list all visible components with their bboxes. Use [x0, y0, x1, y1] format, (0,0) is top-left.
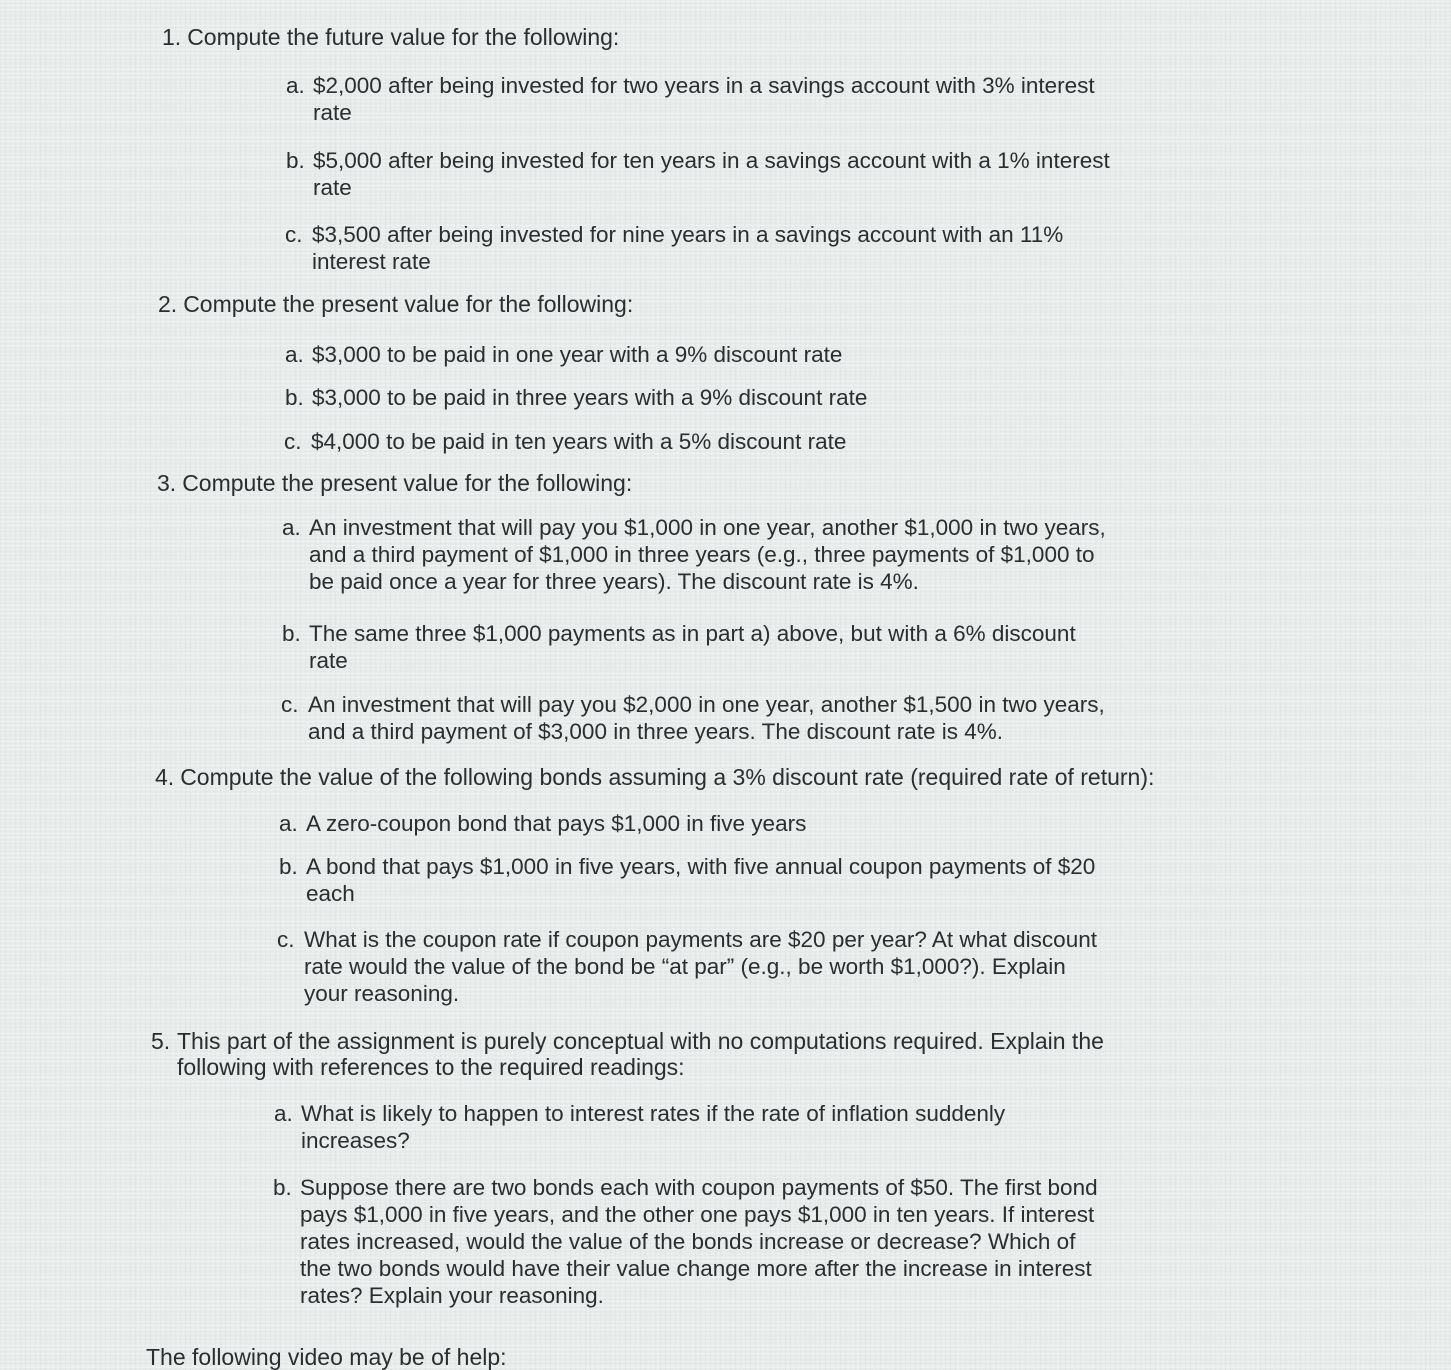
- question-4: [155, 764, 1154, 790]
- question-5: [151, 1028, 1196, 1080]
- item-text: What is the coupon rate if coupon payments are $20 per year? At what discount rate would the value of the bond be “at par” (e.g., be worth $1,000?). Explain your reasoning.: [304, 927, 1097, 1006]
- question-3a: [282, 514, 1124, 595]
- question-1b: [286, 147, 1133, 201]
- item-letter: b.: [285, 385, 304, 410]
- item-text: $3,500 after being invested for nine years in a savings account with an 11% interest rate: [312, 222, 1064, 274]
- question-number: 4.: [155, 764, 175, 790]
- question-3b: [282, 620, 1099, 674]
- item-letter: a.: [274, 1101, 293, 1126]
- item-letter: b.: [282, 621, 301, 646]
- item-text: Suppose there are two bonds each with coupon payments of $50. The first bond pays $1,000 in five years, and the other one pays $1,000 in ten years. If interest rates increased, would the value of the bonds increase or decrease? Which of the two bonds would have their value change more after the increase in interest rates? Explain your reasoning.: [300, 1175, 1098, 1308]
- item-text: $3,000 to be paid in three years with a 9% discount rate: [312, 385, 868, 410]
- question-4b: [279, 853, 1116, 907]
- question-prompt: Compute the present value for the following:: [183, 291, 634, 317]
- question-number: 5.: [151, 1028, 171, 1054]
- question-1: [162, 24, 619, 50]
- question-number: 1.: [162, 24, 182, 50]
- question-2c: [284, 428, 1211, 455]
- item-text: An investment that will pay you $1,000 in one year, another $1,000 in two years, and a third payment of $1,000 in three years (e.g., three payments of $1,000 to be paid once a year for three years). The discount rate is 4%.: [309, 515, 1106, 594]
- item-letter: c.: [285, 222, 303, 247]
- item-letter: c.: [284, 429, 302, 454]
- item-text: What is likely to happen to interest rates if the rate of inflation suddenly increases?: [301, 1101, 1006, 1153]
- question-2b: [285, 384, 1212, 411]
- question-number: 3.: [157, 470, 177, 496]
- item-text: $2,000 after being invested for two years in a savings account with 3% interest rate: [313, 73, 1095, 125]
- question-1c: [285, 221, 1087, 275]
- item-text: $3,000 to be paid in one year with a 9% discount rate: [312, 342, 843, 367]
- question-5b: [273, 1174, 1108, 1309]
- question-5a: [274, 1100, 1036, 1154]
- item-text: An investment that will pay you $2,000 in one year, another $1,500 in two years, and a third payment of $3,000 in three years. The discount rate is 4%.: [308, 692, 1105, 744]
- footer-note: The following video may be of help:: [146, 1344, 507, 1370]
- item-letter: a.: [282, 515, 301, 540]
- question-4a: [279, 810, 1206, 837]
- question-1a: [286, 72, 1123, 126]
- item-letter: b.: [286, 148, 305, 173]
- item-text: A bond that pays $1,000 in five years, with five annual coupon payments of $20 each: [306, 854, 1096, 906]
- item-letter: c.: [281, 692, 299, 717]
- item-letter: a.: [285, 342, 304, 367]
- question-prompt: Compute the value of the following bonds assuming a 3% discount rate (required rate of return):: [180, 764, 1155, 790]
- question-prompt: This part of the assignment is purely conceptual with no computations required. Explain the following with references to the required readings:: [177, 1028, 1104, 1080]
- item-letter: b.: [273, 1175, 292, 1200]
- item-letter: a.: [279, 811, 298, 836]
- question-prompt: Compute the present value for the following:: [182, 470, 633, 496]
- question-2: [158, 291, 633, 317]
- question-4c: [277, 926, 1114, 1007]
- question-3: [157, 470, 632, 496]
- question-prompt: Compute the future value for the following:: [187, 24, 620, 50]
- item-text: $4,000 to be paid in ten years with a 5% discount rate: [311, 429, 847, 454]
- question-2a: [285, 341, 1212, 368]
- item-letter: a.: [286, 73, 305, 98]
- item-letter: c.: [277, 927, 295, 952]
- item-letter: b.: [279, 854, 298, 879]
- question-number: 2.: [158, 291, 178, 317]
- item-text: The same three $1,000 payments as in part a) above, but with a 6% discount rate: [309, 621, 1076, 673]
- item-text: $5,000 after being invested for ten years in a savings account with a 1% interest rate: [313, 148, 1110, 200]
- item-text: A zero-coupon bond that pays $1,000 in five years: [306, 811, 807, 836]
- question-3c: [281, 691, 1123, 745]
